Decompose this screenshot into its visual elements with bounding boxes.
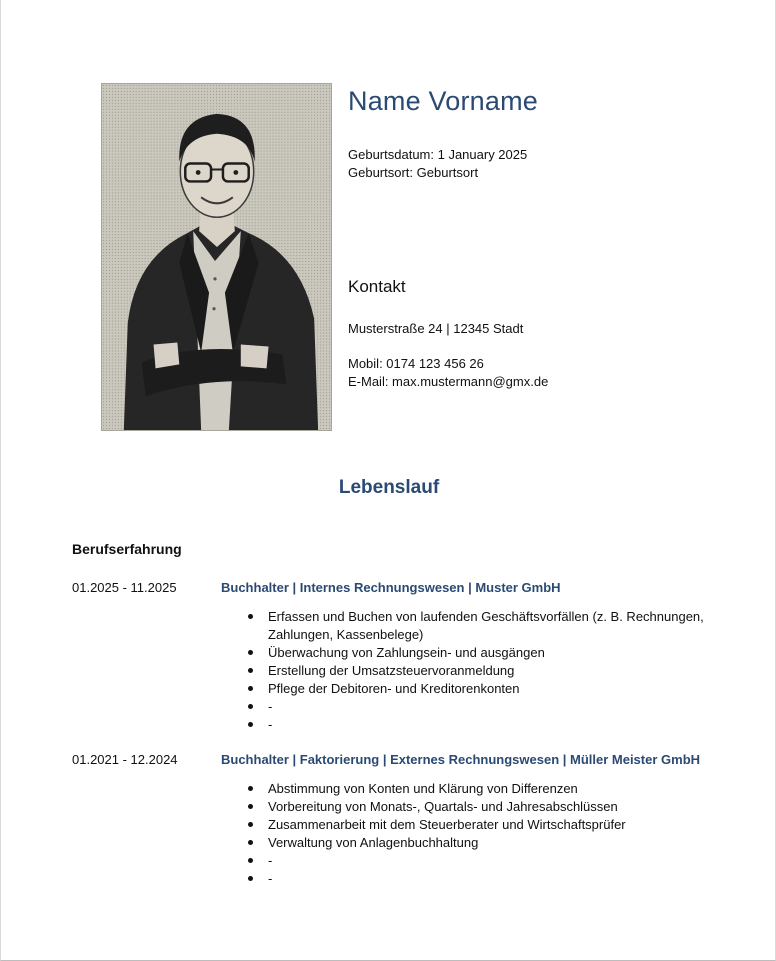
bullet-item: Abstimmung von Konten und Klärung von Differenzen	[247, 780, 717, 798]
job-bullets	[247, 780, 717, 888]
email-address: E-Mail: max.mustermann@gmx.de	[348, 374, 549, 389]
bullet-item: Pflege der Debitoren- und Kreditorenkonten	[247, 680, 717, 698]
bullet-item: Zusammenarbeit mit dem Steuerberater und Wirtschaftsprüfer	[247, 816, 717, 834]
address: Musterstraße 24 | 12345 Stadt	[348, 321, 524, 336]
bullet-item: Erfassen und Buchen von laufenden Geschäftsvorfällen (z. B. Rechnungen, Zahlungen, Kassenbelege)	[247, 608, 717, 644]
contact-details	[348, 355, 548, 391]
bullet-item: Erstellung der Umsatzsteuervoranmeldung	[247, 662, 717, 680]
portrait-photo	[101, 83, 332, 431]
section-heading: Berufserfahrung	[72, 541, 182, 557]
birthplace: Geburtsort: Geburtsort	[348, 165, 479, 180]
bullet-item: -	[247, 716, 717, 734]
bullet-item: Überwachung von Zahlungsein- und ausgängen	[247, 644, 717, 662]
job-role: Buchhalter | Internes Rechnungswesen | Muster GmbH	[221, 580, 561, 595]
bullet-item: Vorbereitung von Monats-, Quartals- und Jahresabschlüssen	[247, 798, 717, 816]
cv-title: Lebenslauf	[338, 477, 440, 498]
portrait-icon	[102, 84, 331, 430]
bullet-item: -	[247, 698, 717, 716]
mobile-number: Mobil: 0174 123 456 26	[348, 356, 484, 371]
job-bullets	[247, 608, 717, 734]
birthdate: Geburtsdatum: 1 January 2025	[348, 147, 528, 162]
job-date: 01.2021 - 12.2024	[72, 752, 178, 767]
birth-info	[348, 146, 527, 182]
bullet-item: Verwaltung von Anlagenbuchhaltung	[247, 834, 717, 852]
bullet-item: -	[247, 870, 717, 888]
contact-heading: Kontakt	[348, 277, 406, 296]
job-role: Buchhalter | Faktorierung | Externes Rechnungswesen | Müller Meister GmbH	[221, 752, 701, 767]
person-name: Name Vorname	[348, 86, 538, 116]
bullet-item: -	[247, 852, 717, 870]
job-date: 01.2025 - 11.2025	[72, 580, 177, 595]
